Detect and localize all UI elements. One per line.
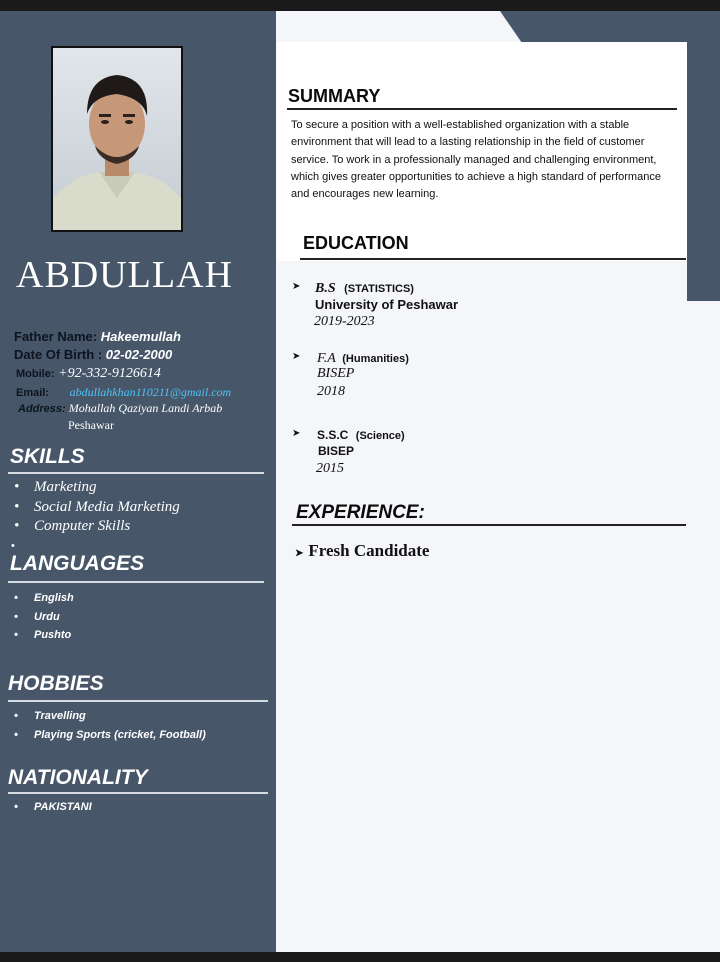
arrow-icon: ➤ (292, 351, 301, 362)
father-name-value: Hakeemullah (100, 329, 181, 344)
summary-text: To secure a position with a well-established organization with a stable environment that will lead to a lasting relationship in the field of customer service. To work in a professionally managed and challenging environment, which gives greater opportunities to achieve a high standard of performance and encourages new learning. (291, 119, 661, 201)
skills-divider (8, 472, 264, 474)
education-field: (Science) (355, 430, 405, 442)
education-degree: S.S.C (317, 428, 349, 442)
education-institution: University of Peshawar (315, 297, 459, 312)
education-years: 2019-2023 (314, 314, 375, 329)
summary-heading: SUMMARY (288, 86, 381, 106)
hobbies-heading: HOBBIES (8, 672, 104, 695)
experience-text: Fresh Candidate (308, 541, 430, 560)
education-heading: EDUCATION (303, 233, 409, 253)
email-link[interactable]: abdullahkhan110211@gmail.com (69, 385, 232, 399)
address-row (18, 401, 222, 416)
address-label: Address: (18, 403, 66, 415)
education-degree-line (317, 426, 405, 444)
email-label: Email: (16, 387, 50, 399)
profile-photo (51, 46, 183, 232)
skills-heading: SKILLS (10, 445, 85, 468)
language-item: • Urdu (14, 608, 74, 627)
arrow-icon: ➤ (295, 548, 304, 559)
arrow-icon: ➤ (292, 428, 301, 439)
education-institution: BISEP (318, 444, 355, 458)
mobile-value: +92-332-9126614 (58, 366, 161, 381)
skills-list (14, 478, 180, 537)
skill-item: • Computer Skills (14, 517, 180, 537)
address-line1: Mohallah Qaziyan Landi Arbab (68, 401, 223, 415)
hobbies-divider (8, 700, 268, 702)
address-line2-row (68, 417, 114, 433)
education-field: (Humanities) (342, 353, 409, 365)
education-years: 2018 (317, 384, 345, 399)
education-degree-line (315, 279, 414, 297)
hobby-item: • Playing Sports (cricket, Football) (14, 726, 206, 745)
mobile-row (16, 365, 161, 382)
education-years: 2015 (316, 461, 344, 476)
skill-item: • Social Media Marketing (14, 498, 180, 518)
resume-page (0, 11, 720, 952)
email-row (16, 384, 231, 400)
education-degree: F.A (317, 351, 336, 366)
mobile-label: Mobile: (16, 368, 55, 380)
education-degree: B.S (315, 281, 336, 296)
hobbies-list (14, 707, 206, 744)
education-field: (STATISTICS) (344, 283, 414, 295)
education-divider (300, 258, 686, 260)
arrow-icon: ➤ (292, 281, 301, 292)
language-item: • English (14, 589, 74, 608)
dob-row (14, 347, 172, 362)
dob-value: 02-02-2000 (105, 347, 173, 362)
candidate-name: ABDULLAH (16, 254, 233, 296)
languages-list (14, 589, 74, 645)
nationality-list (14, 798, 92, 817)
languages-divider (8, 581, 264, 583)
nationality-item: • PAKISTANI (14, 798, 92, 817)
language-item: • Pushto (14, 626, 74, 645)
languages-heading: LANGUAGES (10, 552, 145, 575)
summary-divider (287, 108, 677, 110)
nationality-divider (8, 792, 268, 794)
education-institution: BISEP (317, 366, 355, 381)
experience-divider (292, 524, 686, 526)
profile-photo-image (53, 48, 181, 230)
experience-item (295, 541, 429, 561)
father-name-label: Father Name: (14, 329, 98, 344)
education-degree-line (317, 349, 409, 367)
address-line2: Peshawar (68, 418, 114, 432)
nationality-heading: NATIONALITY (8, 766, 148, 789)
skill-item: • Marketing (14, 478, 180, 498)
stray-bullet: • (11, 540, 15, 552)
hobby-item: • Travelling (14, 707, 206, 726)
dob-label: Date Of Birth : (14, 347, 103, 362)
father-name-row (14, 329, 181, 344)
experience-heading: EXPERIENCE: (296, 502, 425, 523)
